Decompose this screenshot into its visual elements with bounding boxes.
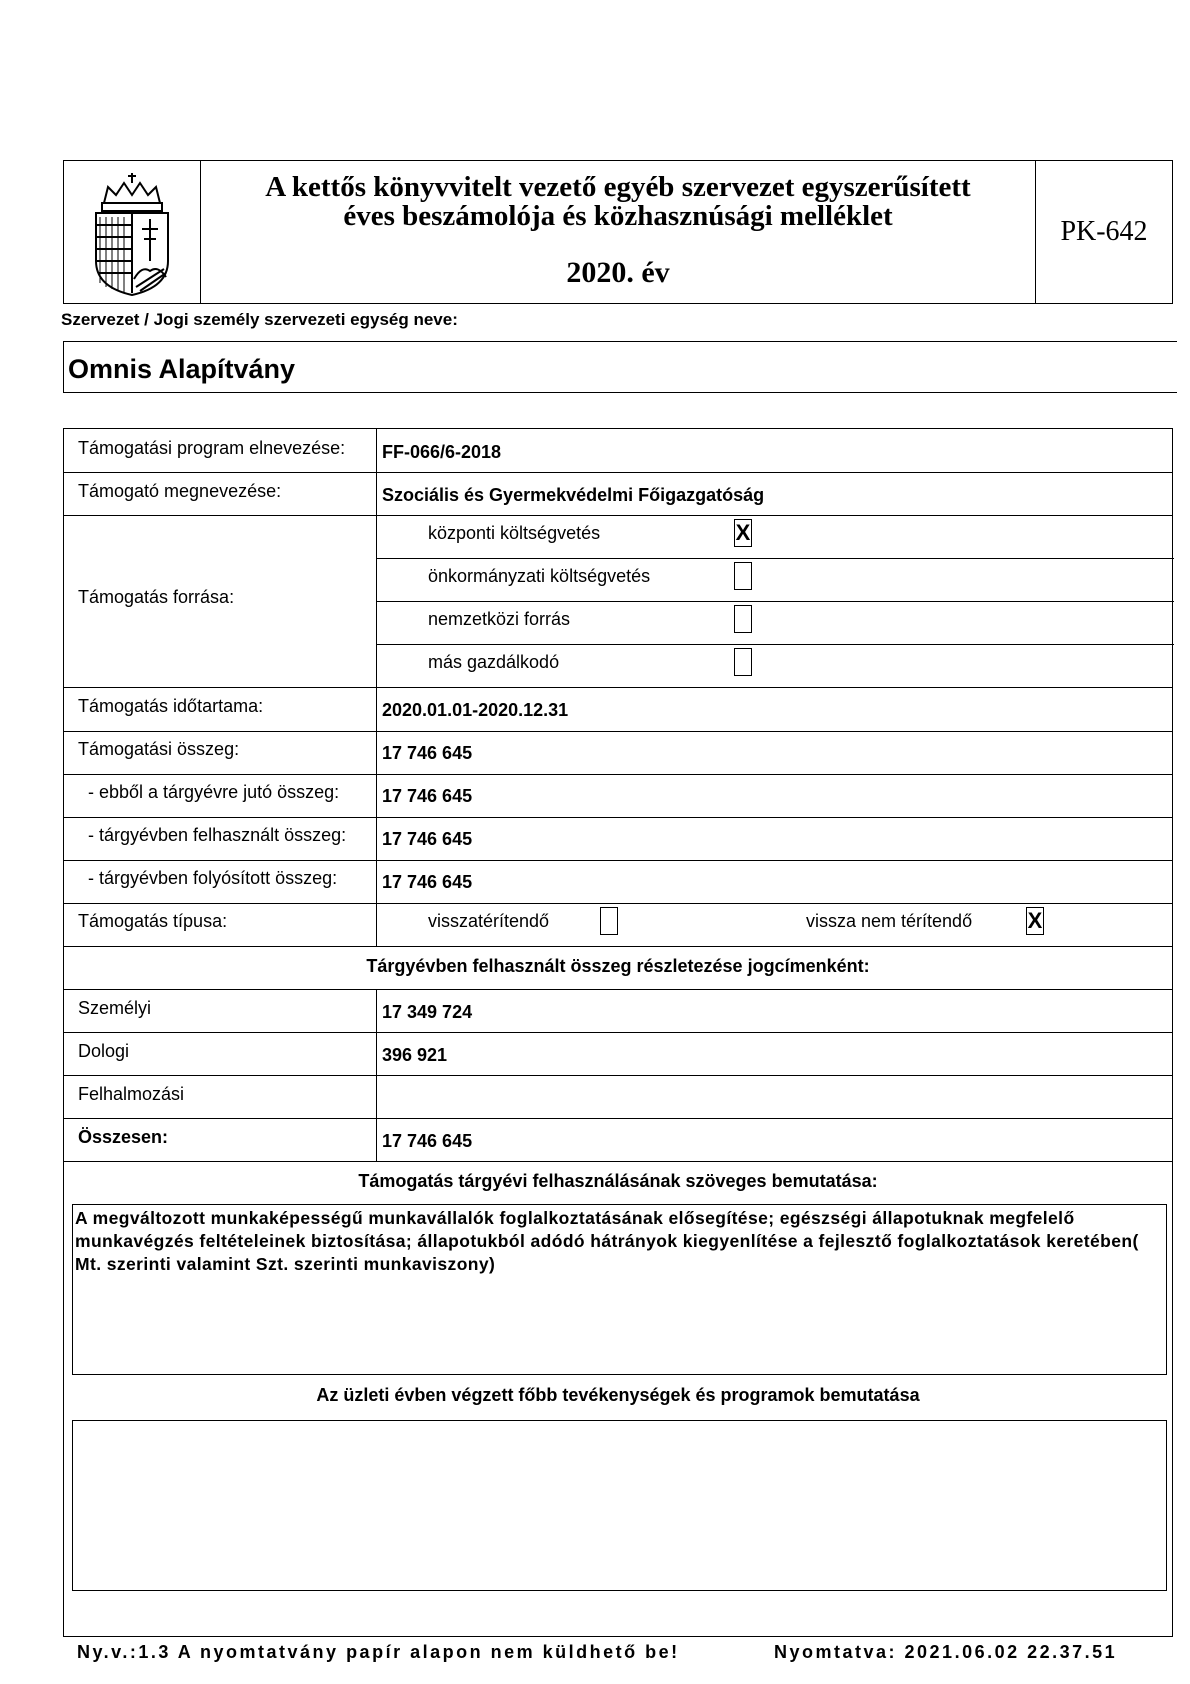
type-refundable-label: visszatérítendő <box>428 911 550 931</box>
duration-value: 2020.01.01-2020.12.31 <box>382 700 569 720</box>
description-textbox[interactable] <box>72 1204 1167 1375</box>
paid-amount-value: 17 746 645 <box>382 872 473 892</box>
total-label: Összesen: <box>78 1127 169 1147</box>
source-option-label: más gazdálkodó <box>428 652 560 672</box>
form-title <box>200 173 1036 231</box>
form-code <box>1035 161 1172 303</box>
form-title-line2: éves beszámolója és közhasznúsági melléklet <box>343 200 893 232</box>
form-title-line1: A kettős könyvvitelt vezető egyéb szervezet egyszerűsített <box>265 171 971 203</box>
support-details-frame <box>63 428 1173 1637</box>
source-international-checkbox[interactable] <box>734 605 752 633</box>
organization-name: Omnis Alapítvány <box>68 354 296 384</box>
activities-textbox[interactable] <box>72 1420 1167 1591</box>
supporter-label: Támogató megnevezése: <box>78 481 282 501</box>
amount-label: Támogatási összeg: <box>78 739 240 759</box>
source-option-label: önkormányzati költségvetés <box>428 566 651 586</box>
year-amount-label: - ebből a tárgyévre jutó összeg: <box>78 782 340 802</box>
breakdown-row-label: Felhalmozási <box>78 1084 185 1104</box>
used-amount-label: - tárgyévben felhasznált összeg: <box>78 825 347 845</box>
source-central-checkbox[interactable]: X <box>735 520 751 545</box>
activities-heading: Az üzleti évben végzett főbb tevékenységek és programok bemutatása <box>316 1385 920 1405</box>
organization-name-field[interactable] <box>63 341 1177 393</box>
used-amount-value: 17 746 645 <box>382 829 473 849</box>
type-nonrefundable-label: vissza nem térítendő <box>806 911 973 931</box>
activities-text <box>73 1421 1166 1425</box>
duration-label: Támogatás időtartama: <box>78 696 264 716</box>
breakdown-row-value: 396 921 <box>382 1045 448 1065</box>
year-amount-value: 17 746 645 <box>382 786 473 806</box>
source-label: Támogatás forrása: <box>78 587 235 607</box>
breakdown-row-label: Dologi <box>78 1041 130 1061</box>
organization-label: Szervezet / Jogi személy szervezeti egység neve: <box>61 310 458 329</box>
source-option-label: központi költségvetés <box>428 523 601 543</box>
coat-of-arms-icon <box>64 161 201 303</box>
program-value: FF-066/6-2018 <box>382 442 502 462</box>
description-text: A megváltozott munkaképességű munkavállalók foglalkoztatásának elősegítése; egészségi állapotuknak megfelelő munkavégzés feltételeinek biztosítása; állapotukból adódó hátrányok kiegyenlítése a fejlesztő foglalkoztatások keretében( Mt. szerinti valamint Szt. szerinti munkaviszony) <box>75 1208 1139 1274</box>
source-municipal-checkbox[interactable] <box>734 562 752 590</box>
form-code-text: PK-642 <box>1060 216 1148 247</box>
form-header <box>63 160 1173 304</box>
breakdown-row-label: Személyi <box>78 998 152 1018</box>
type-refundable-checkbox[interactable] <box>600 907 618 935</box>
type-label: Támogatás típusa: <box>78 911 228 931</box>
source-other-checkbox[interactable] <box>734 648 752 676</box>
breakdown-heading: Tárgyévben felhasznált összeg részletezése jogcímenként: <box>366 956 870 976</box>
type-nonrefundable-checkbox[interactable]: X <box>1027 908 1043 933</box>
program-label: Támogatási program elnevezése: <box>78 438 346 458</box>
footer-version-note: Ny.v.:1.3 A nyomtatvány papír alapon nem küldhető be! <box>77 1642 680 1662</box>
form-year: 2020. év <box>566 256 670 289</box>
paid-amount-label: - tárgyévben folyósított összeg: <box>78 868 338 888</box>
footer-print-timestamp: Nyomtatva: 2021.06.02 22.37.51 <box>774 1642 1118 1662</box>
breakdown-row-value: 17 349 724 <box>382 1002 473 1022</box>
total-value: 17 746 645 <box>382 1131 473 1151</box>
amount-value: 17 746 645 <box>382 743 473 763</box>
supporter-value: Szociális és Gyermekvédelmi Főigazgatóság <box>382 485 765 505</box>
description-heading: Támogatás tárgyévi felhasználásának szöveges bemutatása: <box>358 1171 878 1191</box>
source-option-label: nemzetközi forrás <box>428 609 571 629</box>
